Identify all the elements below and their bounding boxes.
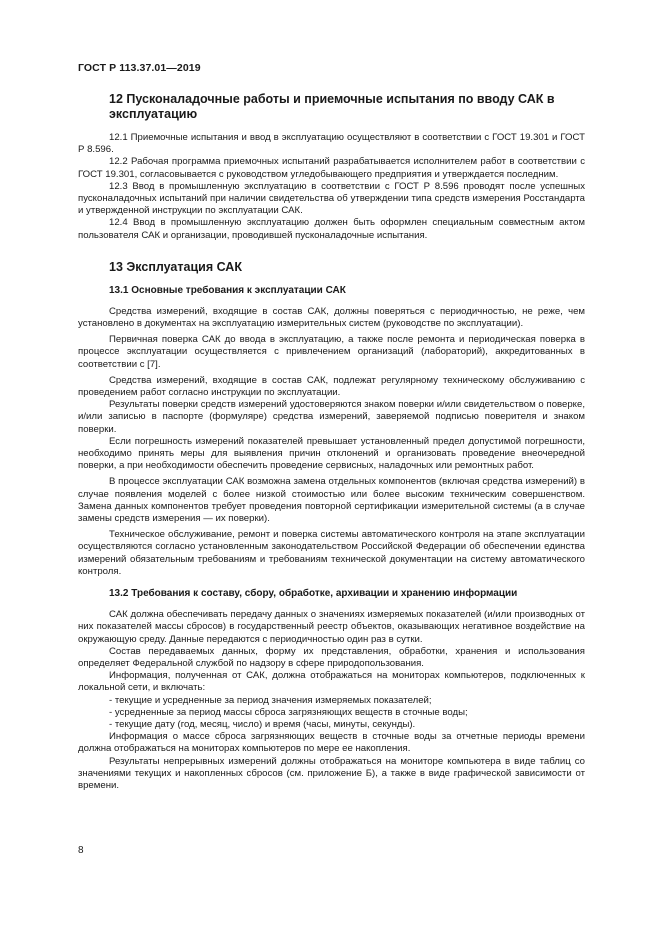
section-12-title: 12 Пусконаладочные работы и приемочные испытания по вводу САК в эксплуатацию — [109, 92, 555, 121]
section-13-title: 13 Эксплуатация САК — [109, 259, 242, 274]
paragraph-13-2-d: Информация о массе сброса загрязняющих веществ в сточные воды за отчетные периоды времени должна отображаться на мониторах компьютеров по мере ее накопления. — [78, 731, 585, 755]
paragraph-12-2: 12.2 Рабочая программа приемочных испытаний разрабатывается исполнителем работ в соответствии с ГОСТ 19.301, согласовывается с руководством угледобывающего предприятия и утверждается последним. — [78, 156, 585, 180]
paragraph-13-1-c: Средства измерений, входящие в состав САК, подлежат регулярному техническому обслуживанию с проведением работ согласно инструкции по эксплуатации. — [78, 374, 585, 399]
paragraph-13-2-c: Информация, полученная от САК, должна отображаться на мониторах компьютеров, подключенных к локальной сети, и включать: — [78, 670, 585, 694]
paragraph-13-1-b: Первичная поверка САК до ввода в эксплуатацию, а также после ремонта и периодическая поверка в процессе эксплуатации осуществляется с привлечением организаций (лабораторий), аккредитованных в соответствии с [7]. — [78, 334, 585, 370]
paragraph-13-1-d: Результаты поверки средств измерений удостоверяются знаком поверки и/или свидетельством о поверке, и/или записью в паспорте (формуляре) средства измерений, заверяемой подписью поверителя и знаком поверки. — [78, 399, 585, 435]
paragraph-12-4: 12.4 Ввод в промышленную эксплуатацию должен быть оформлен специальным совместным актом пользователя САК и организации, проводившей пусконаладочные испытания. — [78, 217, 585, 241]
page-number: 8 — [78, 845, 84, 856]
paragraph-13-2-b: Состав передаваемых данных, форму их представления, обработки, хранения и использования определяет Федеральной службой по надзору в сфере природопользования. — [78, 645, 585, 669]
paragraph-13-2-e: Результаты непрерывных измерений должны отображаться на мониторе компьютера в виде таблиц со значениями текущих и накопленных сбросов (см. приложение Б), а также в виде графической зависимости от времени. — [78, 755, 585, 791]
subsection-13-2-title: 13.2 Требования к составу, сбору, обработке, архивации и хранению информации — [109, 588, 518, 600]
paragraph-13-1-e: Если погрешность измерений показателей превышает установленный предел допустимой погрешности, необходимо принять меры для выявления причин отклонений и организовать проведение внеочередной поверки, а при необходимости обеспечить проведение сервисных, наладочных или ремонтных работ. — [78, 435, 585, 472]
document-header: ГОСТ Р 113.37.01—2019 — [78, 62, 201, 74]
paragraph-12-3: 12.3 Ввод в промышленную эксплуатацию в соответствии с ГОСТ Р 8.596 проводят после успешных пусконаладочных испытаний при наличии свидетельства об утверждении типа средств измерения Росстандарта и утвержденной инструкции по эксплуатации САК. — [78, 180, 585, 217]
paragraph-13-1-g: Техническое обслуживание, ремонт и поверка системы автоматического контроля на этапе эксплуатации осуществляются согласно установленным законодательством Российской Федерации об обеспечении единства измерений обязательным требованиям и требованиям технической документации на систему автоматического контроля. — [78, 529, 585, 577]
paragraph-13-1-f: В процессе эксплуатации САК возможна замена отдельных компонентов (включая средства измерений) в случае появления моделей с более низкой стоимостью или более высоким техническим совершенством. Замена данных компонентов требует проведения повторной сертификации измерительной системы (а в случае замены средств измерения — их поверки). — [78, 476, 585, 525]
page-content — [78, 92, 585, 792]
paragraph-12-1: 12.1 Приемочные испытания и ввод в эксплуатацию осуществляют в соответствии с ГОСТ 19.301 и ГОСТ Р 8.596. — [78, 132, 585, 156]
paragraph-13-1-a: Средства измерений, входящие в состав САК, должны поверяться с периодичностью, не реже, чем установлено в документах на эксплуатацию измерительных систем (руководстве по эксплуатации). — [78, 305, 585, 330]
paragraph-13-2-a: САК должна обеспечивать передачу данных о значениях измеряемых показателей (и/или производных от них показателей массы сбросов) в государственный реестр объектов, оказывающих негативное воздействие на окружающую среду. Данные передаются с периодичностью один раз в сутки. — [78, 609, 585, 645]
list-item: - текущие дату (год, месяц, число) и время (часы, минуты, секунды). — [109, 718, 416, 730]
list-item: - усредненные за период массы сброса загрязняющих веществ в сточные воды; — [109, 706, 468, 718]
subsection-13-1-title: 13.1 Основные требования к эксплуатации САК — [109, 284, 346, 296]
list-item: - текущие и усредненные за период значения измеряемых показателей; — [109, 694, 432, 706]
